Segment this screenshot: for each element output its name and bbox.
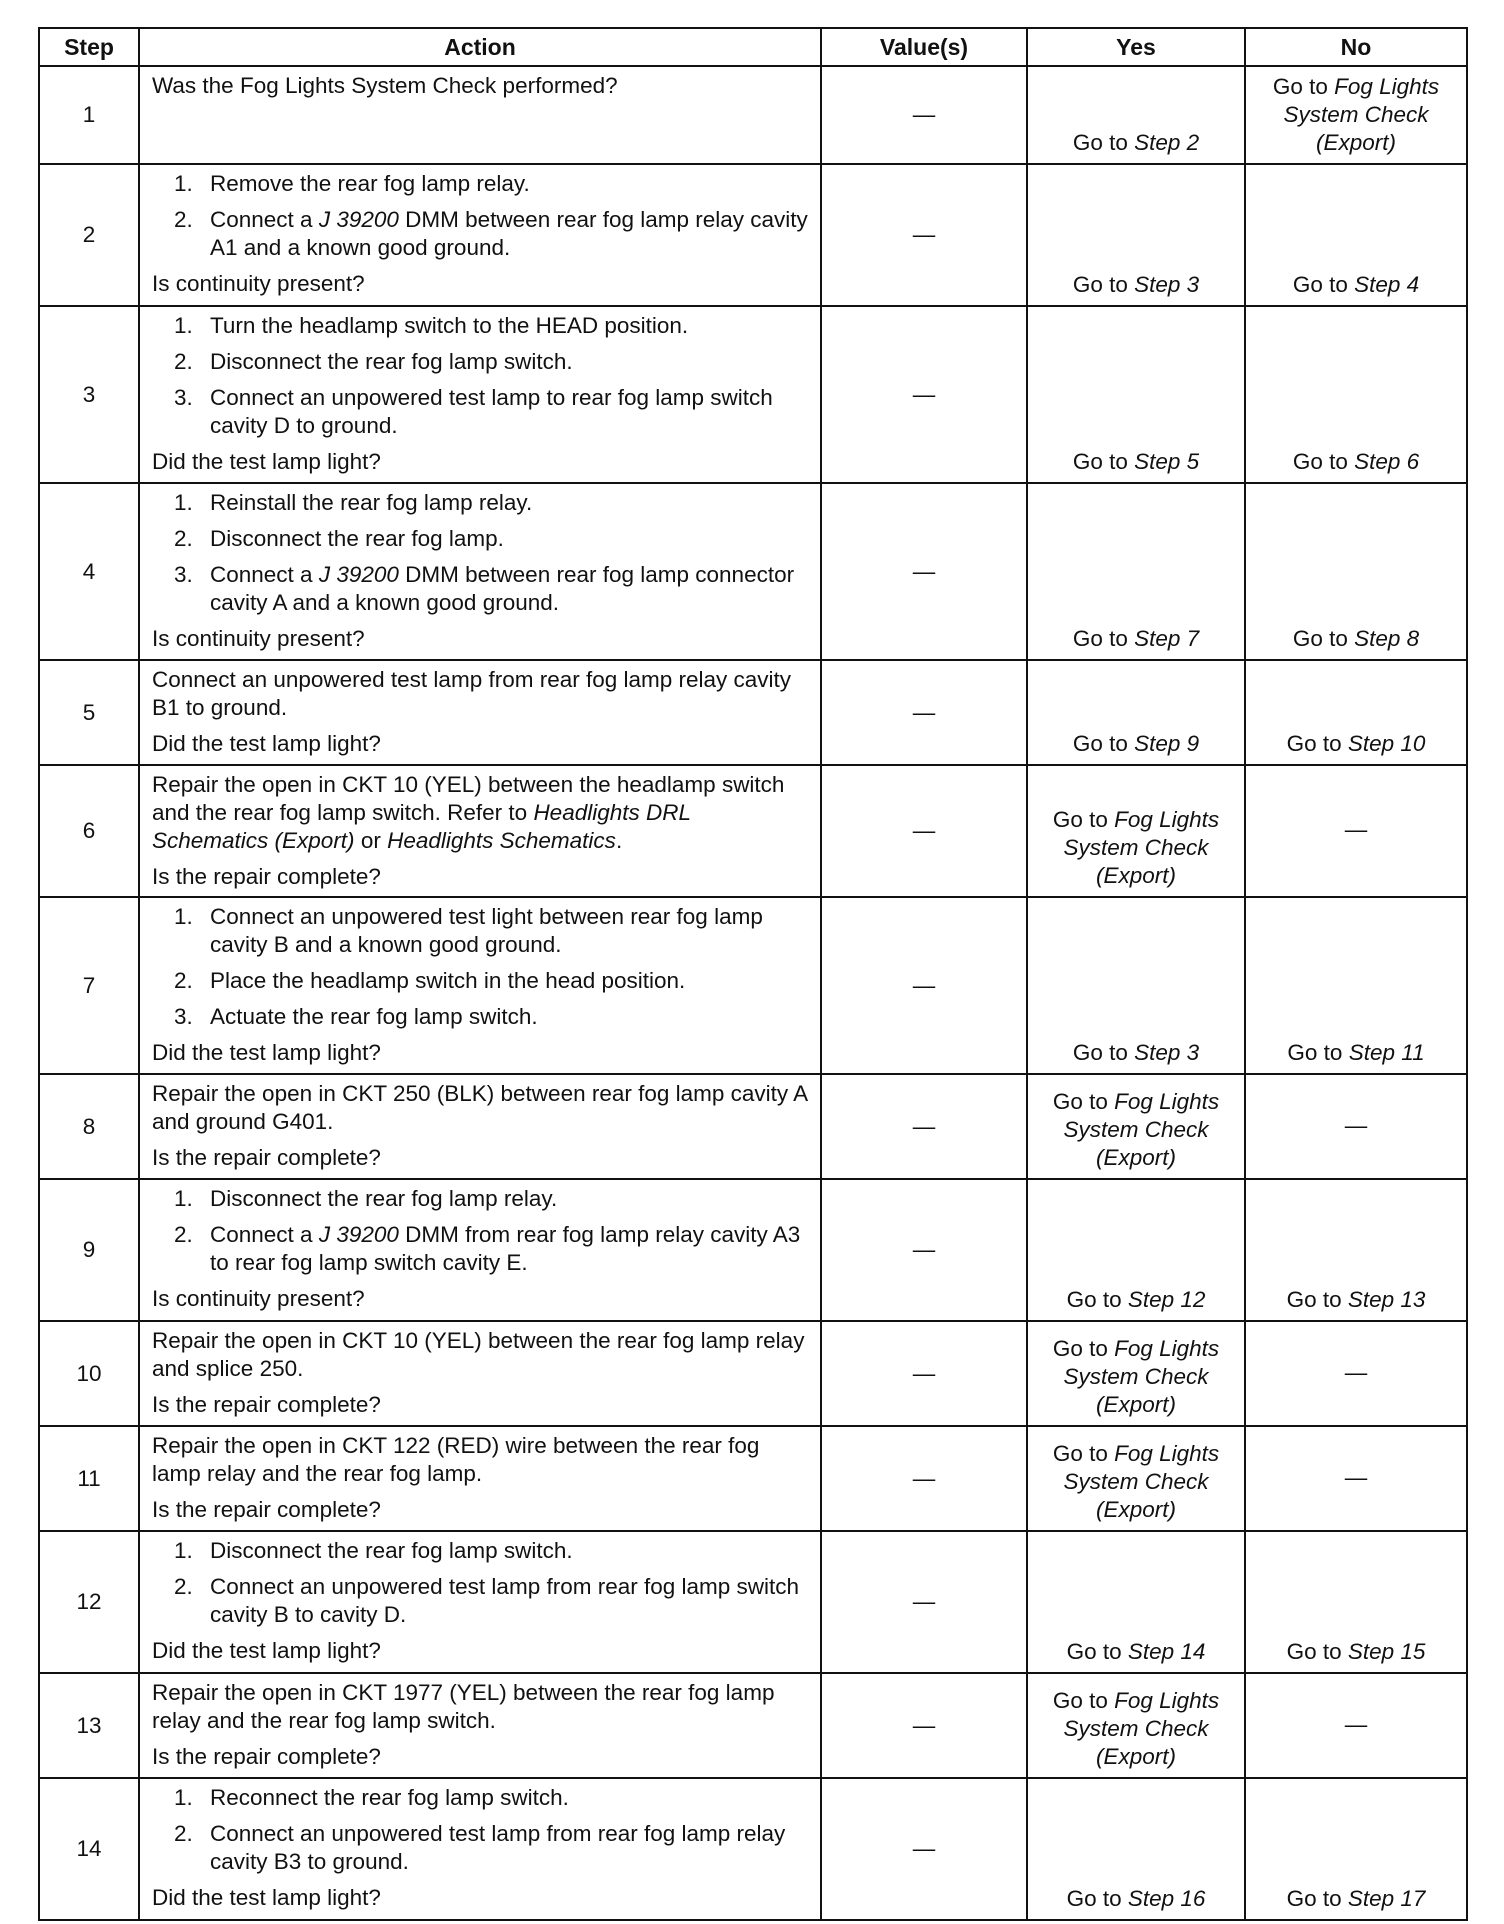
yes-outcome-cell [1027,1321,1245,1426]
no-outcome [1287,1639,1426,1664]
action-step [152,967,812,995]
action-cell [139,483,821,660]
no-outcome [1273,74,1439,155]
yes-outcome-target: Fog Lights System Check (Export) [1063,807,1220,888]
action-text: Repair the open in CKT 1977 (YEL) between the rear fog lamp relay and the rear fog lamp switch. [152,1680,775,1733]
action-question: Did the test lamp light? [152,731,381,756]
yes-outcome-cell [1027,1531,1245,1673]
no-outcome-dash: — [1344,1112,1368,1138]
no-outcome-cell [1245,1426,1467,1531]
yes-outcome-cell [1027,660,1245,765]
action-step-text: Reinstall the rear fog lamp relay. [210,490,533,515]
action-question: Is continuity present? [152,271,365,296]
action-text-start: Repair the open in CKT 10 (YEL) between the headlamp switch and the rear fog lamp switch. Refer to [152,772,785,825]
yes-outcome-prefix: Go to [1052,1336,1115,1361]
yes-outcome [1073,272,1199,297]
values-column-header: Value(s) [821,28,1027,66]
no-outcome-prefix: Go to [1272,74,1335,99]
no-outcome-dash: — [1344,1711,1368,1737]
table-row [39,660,1467,765]
table-row [39,1426,1467,1531]
action-step-text: Actuate the rear fog lamp switch. [210,1004,538,1029]
action-step [152,312,812,340]
step-number: 4 [39,483,139,660]
yes-outcome-target: Fog Lights System Check (Export) [1063,1089,1220,1170]
step-number: 7 [39,897,139,1074]
action-step [152,384,812,440]
value-cell [821,164,1027,306]
step-number: 12 [39,1531,139,1673]
no-outcome [1287,731,1426,756]
no-outcome-target: Step 8 [1354,626,1420,651]
step-number: 9 [39,1179,139,1321]
action-steps-list [152,312,812,440]
action-step [152,1221,812,1277]
value-dash: — [912,818,936,843]
action-step-number: 1. [174,490,193,515]
step-number: 10 [39,1321,139,1426]
yes-outcome-prefix: Go to [1052,1688,1115,1713]
no-outcome-cell [1245,1673,1467,1778]
value-dash: — [912,699,936,725]
yes-outcome-target: Step 7 [1134,626,1200,651]
action-cell [139,1778,821,1920]
action-step-text: Connect an unpowered test lamp from rear fog lamp relay cavity B3 to ground. [210,1821,786,1874]
action-cell [139,1426,821,1531]
yes-outcome-cell [1027,164,1245,306]
table-row [39,1531,1467,1673]
yes-outcome-target: Fog Lights System Check (Export) [1063,1441,1220,1522]
no-outcome-target: Step 6 [1354,449,1420,474]
no-outcome-prefix: Go to [1286,1886,1348,1911]
action-question: Is the repair complete? [152,1497,381,1522]
no-outcome-dash: — [1344,1464,1368,1490]
step-number: 6 [39,765,139,897]
value-cell [821,483,1027,660]
no-outcome-dash: — [1344,1359,1368,1385]
action-question: Was the Fog Lights System Check performed? [152,73,618,98]
yes-outcome-target: Step 3 [1134,1040,1200,1065]
step-number: 13 [39,1673,139,1778]
no-outcome [1293,449,1419,474]
yes-outcome-prefix: Go to [1072,272,1135,297]
table-body [39,66,1467,1920]
value-cell [821,1778,1027,1920]
action-step [152,561,812,617]
action-step [152,1537,812,1565]
value-cell [821,1531,1027,1673]
action-cell [139,66,821,164]
value-dash: — [912,102,936,127]
value-dash: — [912,381,936,407]
no-outcome [1287,1886,1426,1911]
action-step-number: 1. [174,1186,193,1211]
action-step [152,1185,812,1213]
yes-outcome-prefix: Go to [1052,1089,1115,1114]
action-step-text: Connect an unpowered test lamp to rear fog lamp switch cavity D to ground. [210,385,773,438]
action-text: Repair the open in CKT 122 (RED) wire between the rear fog lamp relay and the rear fog lamp. [152,1433,760,1486]
yes-outcome-target: Step 16 [1127,1886,1206,1911]
value-dash: — [912,222,936,247]
action-question: Did the test lamp light? [152,1885,381,1910]
action-step-number: 3. [174,1004,193,1029]
yes-outcome [1073,731,1199,756]
step-number: 2 [39,164,139,306]
value-cell [821,1074,1027,1179]
no-outcome-prefix: Go to [1286,1639,1348,1664]
action-step-number: 2. [174,207,193,232]
no-outcome-cell [1245,1531,1467,1673]
action-cell [139,1673,821,1778]
yes-outcome-target: Step 12 [1127,1287,1206,1312]
yes-outcome [1073,626,1199,651]
yes-outcome-cell [1027,483,1245,660]
yes-outcome-prefix: Go to [1066,1886,1128,1911]
yes-outcome-prefix: Go to [1072,731,1135,756]
action-step-text: Remove the rear fog lamp relay. [210,171,530,196]
step-number: 5 [39,660,139,765]
yes-outcome-cell [1027,897,1245,1074]
no-outcome-cell [1245,1778,1467,1920]
action-step-number: 1. [174,904,193,929]
yes-outcome-prefix: Go to [1072,1040,1135,1065]
value-cell [821,660,1027,765]
yes-outcome-cell [1027,1778,1245,1920]
no-outcome [1287,1287,1426,1312]
action-steps-list [152,1185,812,1277]
no-outcome-prefix: Go to [1287,1040,1349,1065]
yes-outcome [1053,1441,1219,1522]
yes-outcome-cell [1027,1673,1245,1778]
no-outcome [1287,1040,1424,1065]
no-outcome-cell [1245,164,1467,306]
yes-outcome-cell [1027,66,1245,164]
yes-outcome-prefix: Go to [1066,1287,1128,1312]
action-step [152,1003,812,1031]
value-cell [821,897,1027,1074]
yes-outcome-prefix: Go to [1072,449,1135,474]
no-outcome [1293,272,1419,297]
action-cell [139,897,821,1074]
tool-reference: J 39200 [318,562,399,587]
yes-outcome-target: Step 5 [1134,449,1200,474]
no-outcome-prefix: Go to [1292,626,1355,651]
header-row [39,28,1467,66]
yes-outcome-target: Step 3 [1134,272,1200,297]
no-outcome-target: Fog Lights System Check (Export) [1283,74,1440,155]
action-step-text: Disconnect the rear fog lamp. [210,526,504,551]
action-text [152,771,812,855]
yes-outcome [1067,1287,1206,1312]
table-row [39,1673,1467,1778]
action-step [152,525,812,553]
action-step-text-end: DMM between rear fog lamp connector cavity A and a known good ground. [210,562,795,615]
no-outcome-prefix: Go to [1286,731,1348,756]
table-row [39,1179,1467,1321]
step-number: 1 [39,66,139,164]
action-step-number: 2. [174,1821,193,1846]
value-cell [821,66,1027,164]
no-outcome-cell [1245,483,1467,660]
action-step-text: Connect an unpowered test light between rear fog lamp cavity B and a known good ground. [210,904,763,957]
no-outcome-cell [1245,1321,1467,1426]
yes-outcome-cell [1027,765,1245,897]
no-outcome-target: Step 15 [1347,1639,1426,1664]
no-outcome-cell [1245,897,1467,1074]
no-outcome-dash: — [1344,817,1368,842]
step-number: 14 [39,1778,139,1920]
action-step-text: Place the headlamp switch in the head position. [210,968,686,993]
action-text-end: . [615,828,623,853]
table-row [39,1321,1467,1426]
action-question: Is continuity present? [152,626,365,651]
schematic-reference: Headlights Schematics [387,828,616,853]
action-question: Did the test lamp light? [152,449,381,474]
yes-outcome-cell [1027,1426,1245,1531]
no-outcome-target: Step 13 [1347,1287,1426,1312]
no-outcome-target: Step 17 [1347,1886,1426,1911]
no-outcome [1293,626,1419,651]
action-column-header: Action [139,28,821,66]
no-outcome-cell [1245,1179,1467,1321]
action-cell [139,1321,821,1426]
action-question: Is the repair complete? [152,1145,381,1170]
action-steps-list [152,903,812,1031]
yes-outcome-prefix: Go to [1052,807,1115,832]
value-cell [821,1179,1027,1321]
action-question: Is the repair complete? [152,864,381,889]
no-outcome-prefix: Go to [1292,449,1355,474]
action-cell [139,1531,821,1673]
action-step-text: Disconnect the rear fog lamp switch. [210,1538,573,1563]
no-outcome-target: Step 10 [1347,731,1426,756]
action-step-number: 1. [174,1538,193,1563]
action-step-number: 1. [174,171,193,196]
yes-outcome-target: Step 2 [1134,130,1200,155]
table-row [39,306,1467,483]
action-steps-list [152,1784,812,1876]
action-cell [139,1074,821,1179]
yes-column-header: Yes [1027,28,1245,66]
no-outcome-target: Step 4 [1354,272,1420,297]
action-text: Repair the open in CKT 10 (YEL) between the rear fog lamp relay and splice 250. [152,1328,805,1381]
value-dash: — [912,1589,936,1614]
value-dash: — [912,1237,936,1262]
action-text: Connect an unpowered test lamp from rear fog lamp relay cavity B1 to ground. [152,667,792,720]
action-step-text: Connect an unpowered test lamp from rear fog lamp switch cavity B to cavity D. [210,1574,800,1627]
action-text: Repair the open in CKT 250 (BLK) between rear fog lamp cavity A and ground G401. [152,1081,807,1134]
action-step-number: 3. [174,562,193,587]
action-step-number: 1. [174,313,193,338]
yes-outcome-cell [1027,1074,1245,1179]
action-step-text: Disconnect the rear fog lamp switch. [210,349,573,374]
action-cell [139,1179,821,1321]
action-step-text: Disconnect the rear fog lamp relay. [210,1186,558,1211]
action-step-text: Connect a [210,562,319,587]
action-step-number: 2. [174,526,193,551]
value-dash: — [912,1712,936,1738]
action-step [152,1784,812,1812]
no-outcome-cell [1245,1074,1467,1179]
action-step-text: Connect a [210,1222,319,1247]
value-cell [821,1321,1027,1426]
table-row [39,66,1467,164]
action-steps-list [152,1537,812,1629]
action-steps-list [152,170,812,262]
diagnostic-document [38,27,1466,1921]
action-text-middle: or [354,828,388,853]
step-number: 11 [39,1426,139,1531]
table-row [39,897,1467,1074]
table-row [39,1074,1467,1179]
step-number: 3 [39,306,139,483]
yes-outcome-prefix: Go to [1072,130,1135,155]
action-step [152,903,812,959]
yes-outcome [1067,1886,1206,1911]
action-step [152,489,812,517]
table-row [39,765,1467,897]
yes-outcome-prefix: Go to [1066,1639,1128,1664]
action-step [152,348,812,376]
yes-outcome-cell [1027,1179,1245,1321]
yes-outcome [1053,1336,1219,1417]
yes-outcome [1073,1040,1199,1065]
yes-outcome [1073,130,1199,155]
value-dash: — [912,972,936,998]
action-cell [139,164,821,306]
action-step-number: 2. [174,1574,193,1599]
yes-outcome [1053,1089,1219,1170]
action-question: Did the test lamp light? [152,1638,381,1663]
no-outcome-cell [1245,306,1467,483]
step-column-header: Step [39,28,139,66]
action-step [152,206,812,262]
schematic-reference: Headlights DRL Schematics (Export) [152,800,691,853]
yes-outcome-prefix: Go to [1052,1441,1115,1466]
no-outcome-cell [1245,765,1467,897]
action-step-text: Turn the headlamp switch to the HEAD position. [210,313,689,338]
action-question: Is the repair complete? [152,1392,381,1417]
no-outcome-target: Step 11 [1348,1040,1425,1065]
action-step-number: 2. [174,968,193,993]
yes-outcome-cell [1027,306,1245,483]
action-step-text-end: DMM between rear fog lamp relay cavity A1 and a known good ground. [210,207,808,260]
action-cell [139,765,821,897]
yes-outcome [1067,1639,1206,1664]
yes-outcome [1073,449,1199,474]
value-cell [821,1673,1027,1778]
value-cell [821,1426,1027,1531]
action-cell [139,306,821,483]
no-outcome-cell [1245,66,1467,164]
action-question: Is the repair complete? [152,1744,381,1769]
value-cell [821,306,1027,483]
action-step [152,1573,812,1629]
yes-outcome-target: Step 14 [1127,1639,1206,1664]
no-column-header: No [1245,28,1467,66]
action-cell [139,660,821,765]
yes-outcome-target: Step 9 [1134,731,1200,756]
yes-outcome-prefix: Go to [1072,626,1135,651]
tool-reference: J 39200 [318,1222,399,1247]
action-steps-list [152,489,812,617]
action-step-number: 2. [174,349,193,374]
action-step-number: 3. [174,385,193,410]
yes-outcome-target: Fog Lights System Check (Export) [1063,1336,1220,1417]
action-step-number: 1. [174,1785,193,1810]
no-outcome-prefix: Go to [1292,272,1355,297]
action-step-text: Reconnect the rear fog lamp switch. [210,1785,569,1810]
action-step [152,170,812,198]
action-question: Is continuity present? [152,1286,365,1311]
yes-outcome [1053,807,1219,888]
value-dash: — [912,558,936,584]
action-step-text-end: DMM from rear fog lamp relay cavity A3 to rear fog lamp switch cavity E. [210,1222,801,1275]
yes-outcome [1053,1688,1219,1769]
yes-outcome-target: Fog Lights System Check (Export) [1063,1688,1220,1769]
table-row [39,483,1467,660]
action-step [152,1820,812,1876]
value-dash: — [912,1360,936,1386]
action-question: Did the test lamp light? [152,1040,381,1065]
no-outcome-prefix: Go to [1286,1287,1348,1312]
value-dash: — [912,1465,936,1491]
table-row [39,1778,1467,1920]
action-step-text: Connect a [210,207,319,232]
value-cell [821,765,1027,897]
table-row [39,164,1467,306]
no-outcome-cell [1245,660,1467,765]
tool-reference: J 39200 [318,207,399,232]
diagnostic-table [38,27,1468,1921]
value-dash: — [912,1836,936,1861]
action-step-number: 2. [174,1222,193,1247]
value-dash: — [912,1113,936,1139]
step-number: 8 [39,1074,139,1179]
